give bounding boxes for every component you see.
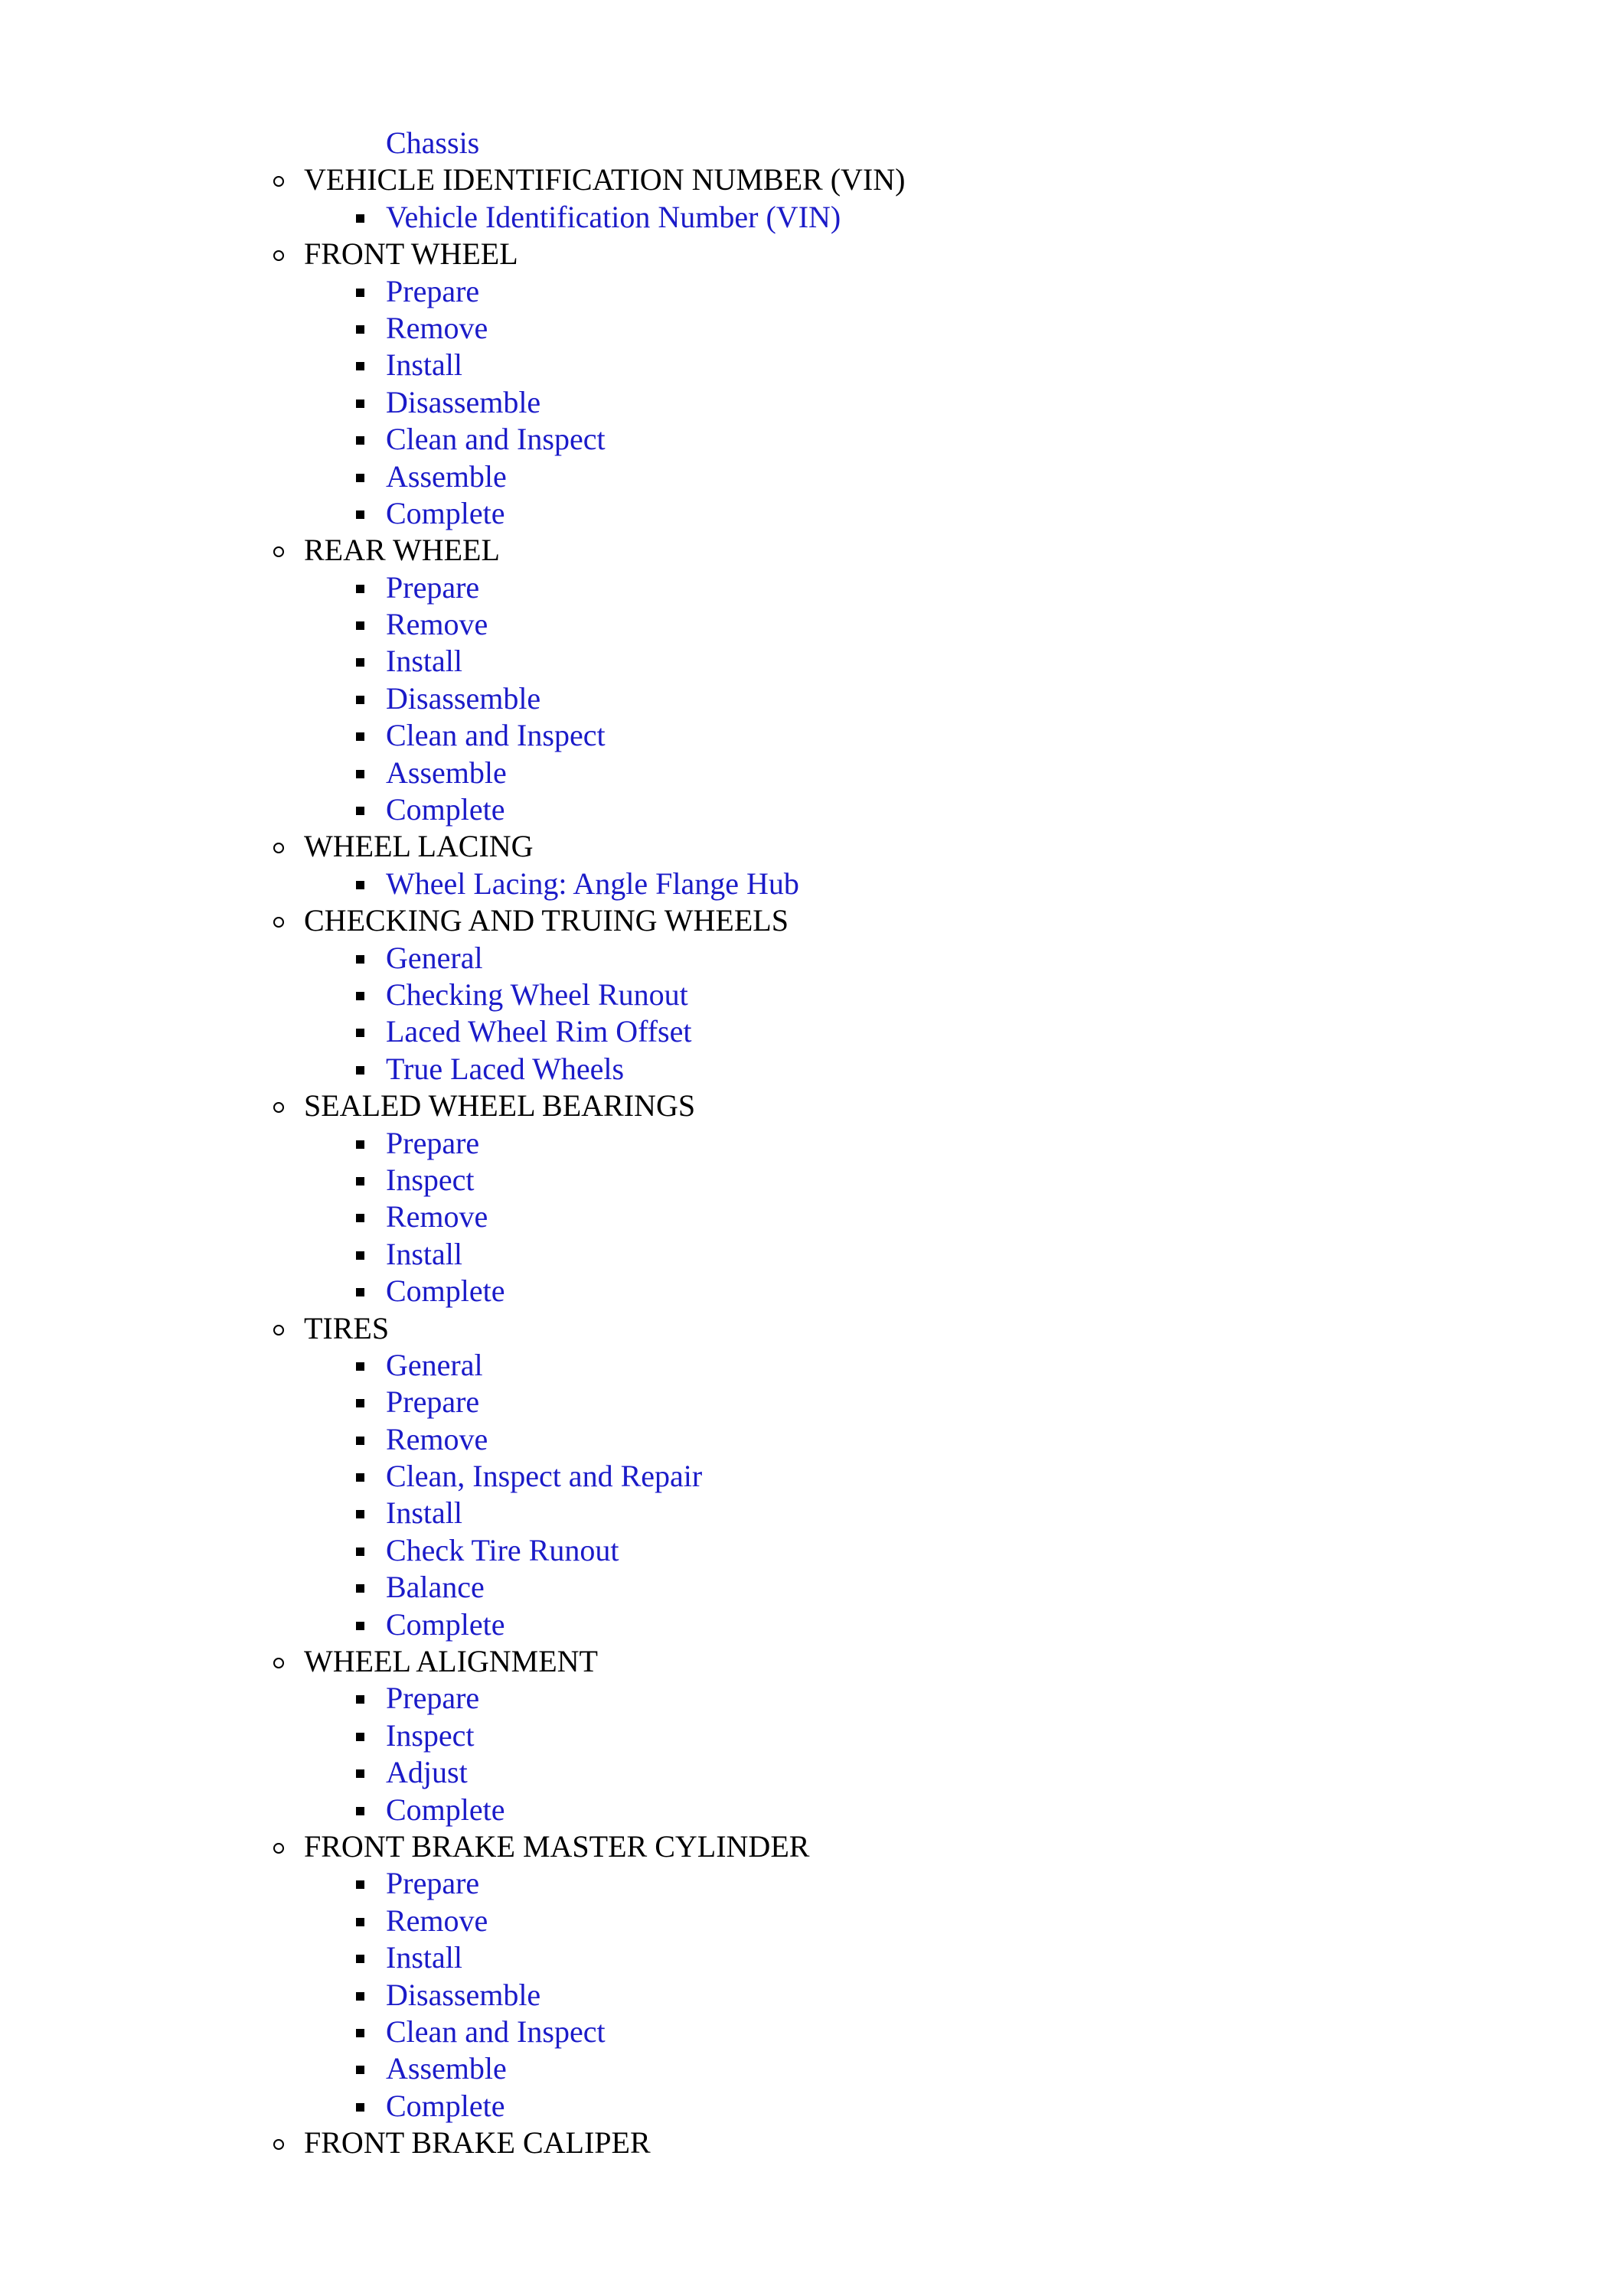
square-bullet-icon [356, 362, 364, 370]
toc-link-complete[interactable]: Complete [386, 1606, 505, 1642]
toc-subitem [0, 347, 1623, 383]
toc-link-install[interactable]: Install [386, 1940, 462, 1975]
square-bullet-icon [356, 1992, 364, 2001]
toc-section-title: WHEEL ALIGNMENT [304, 1644, 598, 1679]
toc-link-true-laced-wheels[interactable]: True Laced Wheels [386, 1051, 625, 1086]
toc-subitem [0, 2050, 1623, 2087]
toc-link-complete[interactable]: Complete [386, 792, 505, 827]
toc-link-complete[interactable]: Complete [386, 2088, 505, 2123]
toc-link-check-tire-runout[interactable]: Check Tire Runout [386, 1532, 619, 1567]
toc-section-title: TIRES [304, 1310, 390, 1345]
toc-link-clean-and-inspect[interactable]: Clean and Inspect [386, 718, 606, 753]
square-bullet-icon [356, 1807, 364, 1815]
square-bullet-icon [356, 1918, 364, 1926]
square-bullet-icon [356, 1362, 364, 1371]
square-bullet-icon [356, 436, 364, 445]
toc-subitem [0, 1792, 1623, 1828]
square-bullet-icon [356, 1140, 364, 1149]
toc-subitem [0, 495, 1623, 532]
toc-section-title: VEHICLE IDENTIFICATION NUMBER (VIN) [304, 162, 906, 197]
toc-link-prepare[interactable]: Prepare [386, 569, 480, 605]
toc-subitem [0, 1273, 1623, 1309]
toc-subitem [0, 791, 1623, 828]
toc-link-prepare[interactable]: Prepare [386, 1681, 480, 1716]
circle-bullet-icon [273, 843, 284, 853]
square-bullet-icon [356, 585, 364, 593]
toc-subitem [0, 458, 1623, 495]
square-bullet-icon [356, 1251, 364, 1260]
square-bullet-icon [356, 1177, 364, 1186]
toc-link-install[interactable]: Install [386, 1495, 462, 1531]
toc-link-laced-wheel-rim-offset[interactable]: Laced Wheel Rim Offset [386, 1014, 692, 1049]
square-bullet-icon [356, 1733, 364, 1741]
circle-bullet-icon [273, 1102, 284, 1113]
toc-subitem [0, 199, 1623, 236]
square-bullet-icon [356, 658, 364, 667]
toc-link-balance[interactable]: Balance [386, 1570, 485, 1605]
toc-section-checking-and-truing-wheels [0, 902, 1623, 939]
toc-link-install[interactable]: Install [386, 644, 462, 679]
toc-link-assemble[interactable]: Assemble [386, 755, 507, 790]
toc-link-checking-wheel-runout[interactable]: Checking Wheel Runout [386, 977, 688, 1012]
toc-subitem [0, 977, 1623, 1013]
toc-link-install[interactable]: Install [386, 1236, 462, 1271]
toc-link-inspect[interactable]: Inspect [386, 1162, 475, 1197]
toc-subitem [0, 1532, 1623, 1569]
toc-link-remove[interactable]: Remove [386, 310, 488, 345]
square-bullet-icon [356, 1548, 364, 1556]
square-bullet-icon [356, 510, 364, 519]
toc-section-tires [0, 1310, 1623, 1347]
square-bullet-icon [356, 400, 364, 408]
circle-bullet-icon [273, 1843, 284, 1854]
toc-subitem [0, 1606, 1623, 1643]
toc-link-prepare[interactable]: Prepare [386, 1384, 480, 1420]
square-bullet-icon [356, 1622, 364, 1630]
toc-subitem [0, 1754, 1623, 1791]
toc-link-inspect[interactable]: Inspect [386, 1717, 475, 1753]
toc-section-rear-wheel [0, 532, 1623, 569]
toc-subitem [0, 1977, 1623, 2014]
circle-bullet-icon [273, 1658, 284, 1668]
toc-link-clean-and-inspect[interactable]: Clean and Inspect [386, 2014, 606, 2049]
square-bullet-icon [356, 1880, 364, 1889]
toc-subitem [0, 1680, 1623, 1717]
toc-subitem [0, 1865, 1623, 1902]
square-bullet-icon [356, 1066, 364, 1075]
toc-subitem [0, 310, 1623, 347]
toc-link-assemble[interactable]: Assemble [386, 458, 507, 494]
toc-subitem [0, 1199, 1623, 1235]
toc-subitem [0, 1458, 1623, 1495]
circle-bullet-icon [273, 546, 284, 557]
square-bullet-icon [356, 955, 364, 964]
square-bullet-icon [356, 732, 364, 741]
toc-link-remove[interactable]: Remove [386, 1199, 488, 1234]
toc-link-remove[interactable]: Remove [386, 1903, 488, 1938]
toc-subitem [0, 1125, 1623, 1162]
toc-section-vehicle-identification-number-vin [0, 161, 1623, 198]
square-bullet-icon [356, 1029, 364, 1037]
toc-section-sealed-wheel-bearings [0, 1088, 1623, 1124]
toc-link-prepare[interactable]: Prepare [386, 1866, 480, 1901]
toc-subitem [0, 1051, 1623, 1088]
toc-link-prepare[interactable]: Prepare [386, 273, 480, 308]
toc-subitem [0, 2088, 1623, 2125]
square-bullet-icon [356, 1769, 364, 1778]
square-bullet-icon [356, 1288, 364, 1296]
toc-subitem [0, 273, 1623, 310]
toc-section-title: FRONT BRAKE MASTER CYLINDER [304, 1828, 810, 1864]
toc-section-title: FRONT WHEEL [304, 236, 518, 272]
toc-subitem [0, 1717, 1623, 1754]
toc-link-chassis[interactable]: Chassis [386, 126, 480, 160]
toc-subitem [0, 1013, 1623, 1050]
square-bullet-icon [356, 807, 364, 815]
toc-subitem [0, 755, 1623, 791]
toc-subitem [0, 2014, 1623, 2050]
toc-section-wheel-lacing [0, 828, 1623, 865]
toc-link-remove[interactable]: Remove [386, 1421, 488, 1456]
toc-subitem [0, 1903, 1623, 1939]
square-bullet-icon [356, 289, 364, 297]
toc-link-disassemble[interactable]: Disassemble [386, 384, 541, 419]
toc-link-disassemble[interactable]: Disassemble [386, 680, 541, 716]
toc-subitem [0, 866, 1623, 902]
toc-subitem [0, 940, 1623, 977]
circle-bullet-icon [273, 1325, 284, 1336]
square-bullet-icon [356, 1584, 364, 1593]
toc-link-general[interactable]: General [386, 940, 483, 975]
toc-subitem [0, 1162, 1623, 1199]
square-bullet-icon [356, 325, 364, 334]
toc-subitem [0, 606, 1623, 643]
square-bullet-icon [356, 770, 364, 778]
table-of-contents [0, 125, 1623, 2161]
square-bullet-icon [356, 992, 364, 1000]
toc-section-front-brake-master-cylinder [0, 1828, 1623, 1865]
toc-link-disassemble[interactable]: Disassemble [386, 1977, 541, 2012]
toc-section-title: REAR WHEEL [304, 533, 500, 568]
circle-bullet-icon [273, 917, 284, 928]
toc-link-wheel-lacing-angle-flange-hub[interactable]: Wheel Lacing: Angle Flange Hub [386, 866, 799, 901]
square-bullet-icon [356, 1473, 364, 1482]
toc-link-install[interactable]: Install [386, 347, 462, 383]
toc-link-clean-inspect-and-repair[interactable]: Clean, Inspect and Repair [386, 1459, 703, 1494]
circle-bullet-icon [273, 176, 284, 187]
square-bullet-icon [356, 696, 364, 704]
toc-link-remove[interactable]: Remove [386, 607, 488, 642]
circle-bullet-icon [273, 250, 284, 261]
toc-subitem [0, 1939, 1623, 1976]
toc-subitem [0, 1236, 1623, 1273]
square-bullet-icon [356, 214, 364, 223]
toc-subitem [0, 1347, 1623, 1384]
toc-subitem [0, 1384, 1623, 1420]
toc-section-wheel-alignment [0, 1643, 1623, 1680]
square-bullet-icon [356, 1955, 364, 1963]
toc-section-front-wheel [0, 236, 1623, 272]
circle-bullet-icon [273, 2139, 284, 2150]
square-bullet-icon [356, 1214, 364, 1222]
square-bullet-icon [356, 1695, 364, 1704]
toc-section-title: SEALED WHEEL BEARINGS [304, 1088, 696, 1124]
toc-link-complete[interactable]: Complete [386, 1792, 505, 1827]
square-bullet-icon [356, 2066, 364, 2074]
square-bullet-icon [356, 881, 364, 889]
toc-link-vehicle-identification-number-vin[interactable]: Vehicle Identification Number (VIN) [386, 199, 841, 234]
square-bullet-icon [356, 1510, 364, 1518]
toc-link-prepare[interactable]: Prepare [386, 1125, 480, 1160]
toc-section-title: WHEEL LACING [304, 829, 534, 864]
toc-leading-item [0, 125, 1623, 161]
toc-link-complete[interactable]: Complete [386, 495, 505, 530]
square-bullet-icon [356, 1399, 364, 1407]
toc-link-assemble[interactable]: Assemble [386, 2051, 507, 2086]
toc-subitem [0, 1421, 1623, 1458]
toc-subitem [0, 384, 1623, 421]
toc-link-complete[interactable]: Complete [386, 1274, 505, 1309]
square-bullet-icon [356, 2029, 364, 2037]
toc-subitem [0, 717, 1623, 754]
toc-subitem [0, 421, 1623, 458]
square-bullet-icon [356, 2103, 364, 2112]
toc-subitem [0, 680, 1623, 717]
square-bullet-icon [356, 474, 364, 482]
toc-link-general[interactable]: General [386, 1347, 483, 1382]
toc-link-clean-and-inspect[interactable]: Clean and Inspect [386, 422, 606, 457]
square-bullet-icon [356, 1437, 364, 1445]
toc-subitem [0, 1569, 1623, 1606]
toc-section-title: CHECKING AND TRUING WHEELS [304, 903, 789, 938]
toc-section-title: FRONT BRAKE CALIPER [304, 2125, 651, 2161]
toc-subitem [0, 1495, 1623, 1531]
toc-section-front-brake-caliper [0, 2125, 1623, 2161]
toc-subitem [0, 643, 1623, 680]
toc-link-adjust[interactable]: Adjust [386, 1755, 468, 1790]
toc-subitem [0, 569, 1623, 606]
square-bullet-icon [356, 621, 364, 630]
